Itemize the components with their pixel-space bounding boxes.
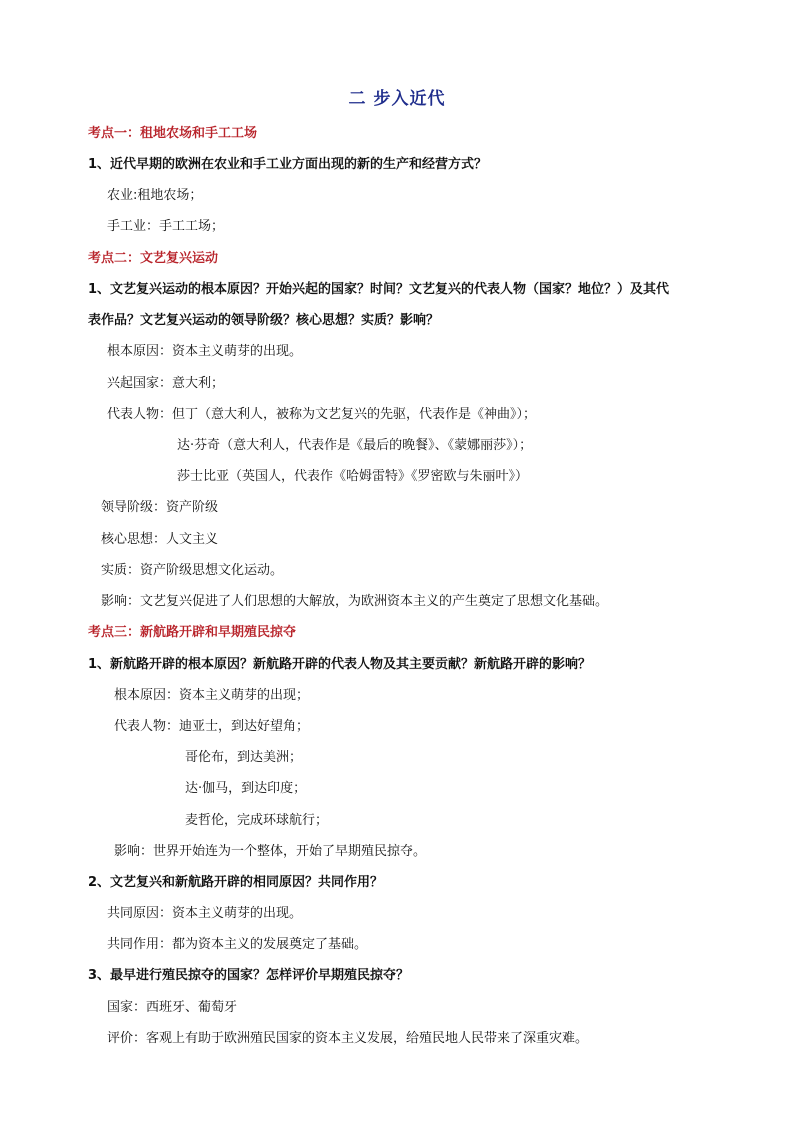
- answer-core-idea: 核心思想：人文主义: [101, 532, 219, 547]
- section-heading-2: 考点二：文艺复兴运动: [88, 251, 219, 266]
- page-title: 二 步入近代: [348, 89, 446, 109]
- question-3-2: 2、文艺复兴和新航路开辟的相同原因？共同作用？: [88, 875, 384, 890]
- question-3-1: 1、新航路开辟的根本原因？新航路开辟的代表人物及其主要贡献？新航路开辟的影响？: [88, 657, 592, 672]
- question-2-1-line1: 1、文艺复兴运动的根本原因？开始兴起的国家？时间？文艺复兴的代表人物（国家？地位？）及其代: [88, 282, 670, 297]
- answer-handicraft: 手工业：手工工场；: [107, 219, 225, 234]
- answer-navigator-2: 哥伦布，到达美洲；: [185, 750, 303, 765]
- answer-navigator-1: 代表人物：迪亚士，到达好望角；: [114, 719, 310, 734]
- question-3-3: 3、最早进行殖民掠夺的国家？怎样评价早期殖民掠夺？: [88, 968, 410, 983]
- answer-route-impact: 影响：世界开始连为一个整体，开始了早期殖民掠夺。: [114, 844, 427, 859]
- answer-essence: 实质：资产阶级思想文化运动。: [101, 563, 284, 578]
- answer-country: 兴起国家：意大利；: [107, 376, 225, 391]
- answer-representative-1: 代表人物：但丁（意大利人，被称为文艺复兴的先驱，代表作是《神曲》）；: [107, 407, 537, 422]
- answer-leader-class: 领导阶级：资产阶级: [101, 500, 219, 515]
- answer-representative-2: 达·芬奇（意大利人，代表作是《最后的晚餐》、《蒙娜丽莎》）；: [177, 438, 533, 453]
- answer-navigator-4: 麦哲伦，完成环球航行；: [185, 813, 329, 828]
- answer-colonial-countries: 国家：西班牙、葡萄牙: [107, 1000, 238, 1015]
- question-2-1-line2: 表作品？文艺复兴运动的领导阶级？核心思想？实质？影响？: [88, 313, 440, 328]
- answer-route-root-cause: 根本原因：资本主义萌芽的出现；: [114, 688, 310, 703]
- answer-common-cause: 共同原因：资本主义萌芽的出现。: [107, 906, 303, 921]
- answer-common-effect: 共同作用：都为资本主义的发展奠定了基础。: [107, 937, 368, 952]
- question-1-1: 1、近代早期的欧洲在农业和手工业方面出现的新的生产和经营方式？: [88, 157, 488, 172]
- answer-root-cause: 根本原因：资本主义萌芽的出现。: [107, 344, 303, 359]
- answer-impact: 影响：文艺复兴促进了人们思想的大解放，为欧洲资本主义的产生奠定了思想文化基础。: [101, 594, 609, 609]
- answer-navigator-3: 达·伽马，到达印度；: [185, 781, 307, 796]
- answer-agriculture: 农业:租地农场；: [107, 188, 203, 203]
- answer-representative-3: 莎士比亚（英国人，代表作《哈姆雷特》《罗密欧与朱丽叶》）: [177, 469, 529, 484]
- section-heading-3: 考点三：新航路开辟和早期殖民掠夺: [88, 625, 297, 640]
- answer-evaluation: 评价：客观上有助于欧洲殖民国家的资本主义发展，给殖民地人民带来了深重灾难。: [107, 1031, 589, 1046]
- section-heading-1: 考点一：租地农场和手工工场: [88, 126, 258, 141]
